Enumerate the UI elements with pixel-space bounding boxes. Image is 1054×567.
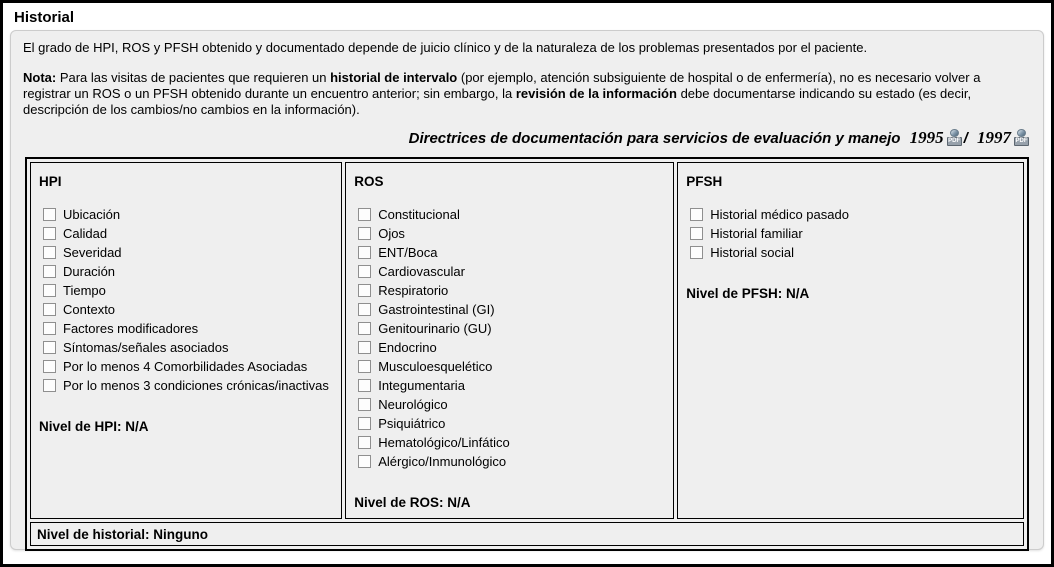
ros-heading: ROS	[354, 174, 384, 189]
checkbox-row	[43, 205, 333, 224]
intro-text: El grado de HPI, ROS y PFSH obtenido y documentado depende de juicio clínico y de la naturaleza de los problemas presentados por el paciente.	[23, 40, 868, 55]
checkbox-label: Respiratorio	[378, 283, 449, 298]
checkbox[interactable]	[43, 208, 56, 221]
checkbox-label: Duración	[63, 264, 116, 279]
checkbox-row	[43, 376, 333, 395]
checkbox-label: Síntomas/señales asociados	[63, 340, 229, 355]
checkbox-label: Alérgico/Inmunológico	[378, 454, 507, 469]
history-table	[25, 157, 1029, 551]
hpi-heading: HPI	[39, 174, 62, 189]
note-text-3: debe documentarse indicando su estado (es decir, descripción de los cambios/no cambios en la información).	[23, 86, 972, 117]
note-text-2: (por ejemplo, atención subsiguiente de hospital o de enfermería), no es necesario volver a registrar un ROS o un PFSH obtenido durante un encuentro anterior; sin embargo, la	[23, 70, 981, 101]
checkbox[interactable]	[358, 265, 371, 278]
hpi-checkbox-list	[43, 205, 333, 395]
checkbox-row	[358, 338, 665, 357]
ros-cell	[345, 162, 674, 519]
guidelines-separator: /	[963, 130, 968, 147]
checkbox-label: Gastrointestinal (GI)	[378, 302, 495, 317]
checkbox[interactable]	[358, 341, 371, 354]
note-label: Nota:	[23, 70, 57, 85]
checkbox-label: Psiquiátrico	[378, 416, 446, 431]
pdf-icon[interactable]	[1014, 129, 1029, 146]
checkbox[interactable]	[358, 360, 371, 373]
checkbox-row	[358, 357, 665, 376]
checkbox-label: Hematológico/Linfático	[378, 435, 510, 450]
guidelines-title-text: Directrices de documentación para servicios de evaluación y manejo	[408, 130, 901, 147]
pdf-icon[interactable]	[947, 129, 962, 146]
checkbox-label: Severidad	[63, 245, 122, 260]
checkbox-row	[43, 357, 333, 376]
checkbox[interactable]	[43, 379, 56, 392]
pdf-badge-label: PDF	[1015, 138, 1028, 144]
checkbox[interactable]	[358, 284, 371, 297]
checkbox-label: Endocrino	[378, 340, 437, 355]
checkbox-row	[358, 452, 665, 471]
checkbox-label: Neurológico	[378, 397, 448, 412]
checkbox[interactable]	[358, 417, 371, 430]
checkbox-row	[358, 395, 665, 414]
checkbox-row	[358, 414, 665, 433]
checkbox[interactable]	[43, 341, 56, 354]
pdf-badge-label: PDF	[948, 138, 961, 144]
checkbox-row	[358, 433, 665, 452]
checkbox-row	[358, 262, 665, 281]
checkbox-label: ENT/Boca	[378, 245, 438, 260]
pfsh-cell	[677, 162, 1024, 519]
checkbox[interactable]	[358, 398, 371, 411]
checkbox[interactable]	[358, 455, 371, 468]
ros-level-label: Nivel de ROS: N/A	[354, 495, 471, 510]
history-panel	[10, 30, 1044, 550]
checkbox[interactable]	[358, 379, 371, 392]
checkbox-label: Contexto	[63, 302, 116, 317]
checkbox[interactable]	[43, 322, 56, 335]
guidelines-1995-link[interactable]: 1995	[909, 128, 944, 147]
checkbox-label: Cardiovascular	[378, 264, 465, 279]
checkbox[interactable]	[690, 208, 703, 221]
history-level-label: Nivel de historial: Ninguno	[37, 526, 209, 542]
checkbox-row	[43, 243, 333, 262]
checkbox-label: Musculoesquelético	[378, 359, 493, 374]
checkbox-row	[358, 205, 665, 224]
guidelines-1997-link[interactable]: 1997	[977, 128, 1011, 147]
checkbox-row	[358, 281, 665, 300]
checkbox[interactable]	[358, 227, 371, 240]
checkbox-label: Genitourinario (GU)	[378, 321, 492, 336]
checkbox[interactable]	[43, 284, 56, 297]
history-table-footer-row	[30, 522, 1024, 546]
intro-paragraph	[23, 40, 1031, 56]
checkbox-row	[358, 300, 665, 319]
checkbox-row	[690, 205, 1015, 224]
checkbox-row	[43, 300, 333, 319]
checkbox-label: Historial médico pasado	[710, 207, 849, 222]
checkbox-label: Por lo menos 3 condiciones crónicas/inactivas	[63, 378, 329, 393]
checkbox[interactable]	[358, 322, 371, 335]
checkbox[interactable]	[43, 360, 56, 373]
checkbox-label: Por lo menos 4 Comorbilidades Asociadas	[63, 359, 308, 374]
guidelines-heading	[23, 127, 1029, 150]
history-level-row	[30, 522, 1024, 546]
checkbox-row	[43, 281, 333, 300]
checkbox-row	[358, 319, 665, 338]
hpi-cell	[30, 162, 342, 519]
pdf-globe-icon	[1017, 129, 1026, 137]
checkbox-label: Historial social	[710, 245, 795, 260]
note-text-1: Para las visitas de pacientes que requieren un	[56, 70, 331, 85]
checkbox-label: Integumentaria	[378, 378, 465, 393]
checkbox[interactable]	[690, 227, 703, 240]
checkbox[interactable]	[690, 246, 703, 259]
checkbox-row	[43, 319, 333, 338]
checkbox-label: Historial familiar	[710, 226, 803, 241]
checkbox[interactable]	[43, 246, 56, 259]
checkbox-row	[43, 338, 333, 357]
checkbox[interactable]	[358, 208, 371, 221]
checkbox-row	[358, 376, 665, 395]
hpi-level-label: Nivel de HPI: N/A	[39, 419, 149, 434]
checkbox-row	[358, 243, 665, 262]
checkbox-row	[690, 224, 1015, 243]
checkbox[interactable]	[358, 303, 371, 316]
checkbox[interactable]	[43, 227, 56, 240]
checkbox-row	[690, 243, 1015, 262]
checkbox-label: Tiempo	[63, 283, 106, 298]
checkbox-label: Ojos	[378, 226, 405, 241]
checkbox-label: Factores modificadores	[63, 321, 199, 336]
ros-checkbox-list	[358, 205, 665, 471]
pfsh-level-label: Nivel de PFSH: N/A	[686, 286, 810, 301]
checkbox[interactable]	[358, 436, 371, 449]
pfsh-checkbox-list	[690, 205, 1015, 262]
checkbox-label: Calidad	[63, 226, 108, 241]
checkbox-row	[43, 224, 333, 243]
checkbox-label: Ubicación	[63, 207, 121, 222]
pdf-globe-icon	[950, 129, 959, 137]
history-table-main-row	[30, 162, 1024, 519]
note-bold-information-review: revisión de la información	[515, 86, 677, 101]
note-bold-interval-history: historial de intervalo	[330, 70, 458, 85]
pfsh-heading: PFSH	[686, 174, 723, 189]
checkbox[interactable]	[43, 303, 56, 316]
checkbox-row	[43, 262, 333, 281]
checkbox-row	[358, 224, 665, 243]
checkbox[interactable]	[358, 246, 371, 259]
checkbox-label: Constitucional	[378, 207, 460, 222]
page-title: Historial	[14, 9, 75, 26]
note-paragraph	[23, 70, 1031, 118]
checkbox[interactable]	[43, 265, 56, 278]
